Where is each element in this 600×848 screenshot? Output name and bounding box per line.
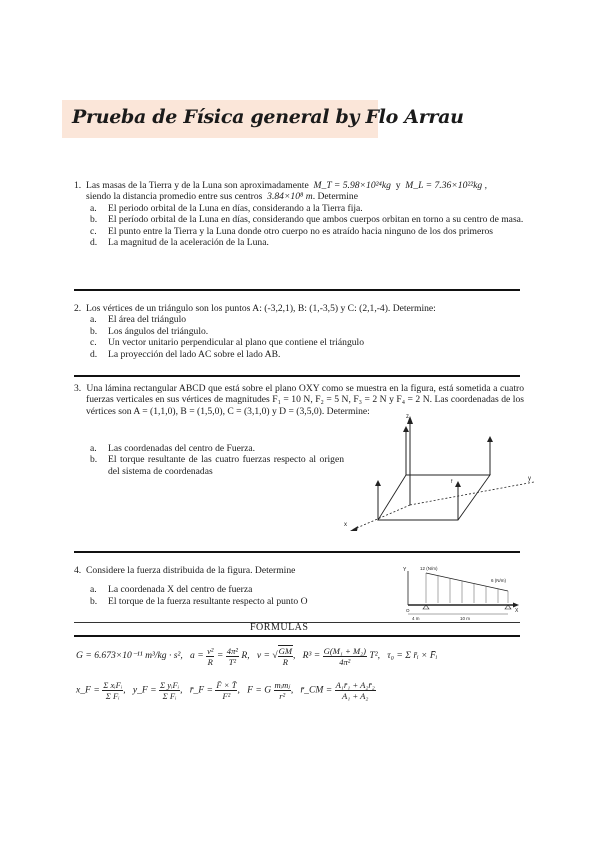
axis-label-x: x	[344, 522, 347, 528]
earth-moon-distance: 3.84×10⁸ m	[267, 191, 313, 203]
list-item: b. El torque resultante de las cuatro fuerzas respecto al origen del sistema de coordenadas	[90, 454, 344, 477]
formula-fraction: $\frac{\text{Σ yᵢFᵢ}}{\text{Σ Fᵢ}}$	[160, 680, 180, 701]
arrow-head	[403, 426, 409, 432]
question-2	[74, 303, 524, 360]
x-axis	[352, 505, 410, 530]
question-2-items	[74, 314, 524, 360]
formula-fraction: $\frac{F̄ \times T̄}{\text{F²}}$	[216, 680, 237, 701]
list-item: a. El periodo orbital de la Luna en días, considerando a la Tierra fija.	[90, 202, 363, 214]
list-item: a. La coordenada X del centro de fuerza	[90, 584, 253, 596]
sqrt-icon: √	[272, 650, 278, 662]
divider	[74, 551, 520, 553]
question-4	[74, 565, 404, 607]
arrow-head	[375, 480, 381, 486]
load-label-low: 6 (N/m)	[491, 578, 506, 583]
arrow-head	[455, 481, 461, 487]
list-item: c. El punto entre la Tierra y la Luna donde otro cuerpo no es atraído hacia ninguno de los dos primeros	[90, 225, 493, 237]
formula-fraction: $\frac{\text{G(M₁ + M₂)}}{\text{4π²}}$	[323, 645, 366, 667]
formula-fraction: $\frac{\text{4π²}}{\text{T²}}$	[226, 645, 238, 667]
divider	[74, 635, 520, 637]
force-label: f	[451, 479, 453, 485]
dimension-right: 10 m	[460, 616, 471, 621]
arrow-head	[513, 603, 519, 608]
moon-mass: M_L = 7.36×10²²kg ,	[405, 180, 487, 191]
question-1-intro: 1. Las masas de la Tierra y de la Luna son aproximadamente M_T = 5.98×10²⁴kg y M_L = 7.36×10²²kg ,	[74, 180, 487, 191]
y-axis	[410, 482, 534, 505]
page-title: Prueba de Física general by Flo Arrau	[72, 106, 464, 128]
formula-row-2: x_F = $\frac{\text{Σ xᵢFᵢ}}{\text{Σ Fᵢ}}$ , y_F = $\frac{\text{Σ yᵢFᵢ}}{\text{Σ Fᵢ}}$ , r̄_F = $\frac{F̄ \times T̄}{\text{F²}}$ , F = G $\frac{\text{mᵢmⱼ}}{\text{r²}}$ , r̄_CM = $\frac{\text{A₁r̄₁ + A₂r̄₂}}{\text{A₁ + A₂}}$	[76, 680, 375, 701]
question-3-items	[86, 443, 344, 477]
list-item: d. La proyección del lado AC sobre el lado AB.	[90, 348, 281, 360]
axis-label-y: y	[528, 476, 531, 482]
list-item: a. Las coordenadas del centro de Fuerza.	[90, 443, 256, 454]
list-item: c. Un vector unitario perpendicular al plano que contiene el triángulo	[90, 337, 365, 349]
list-item: a. El área del triángulo	[90, 314, 187, 326]
question-number: 1.	[74, 180, 82, 191]
axis-label-z: z	[406, 414, 409, 420]
question-1	[74, 180, 524, 248]
axis-label-y: Y	[403, 567, 407, 573]
origin-label: O	[406, 608, 410, 613]
question-number: 3.	[74, 383, 82, 394]
formula-fraction: $\frac{\text{mᵢmⱼ}}{\text{r²}}$	[274, 680, 290, 701]
list-item: b. Los ángulos del triángulo.	[90, 325, 209, 337]
plate	[378, 475, 490, 520]
divider	[74, 289, 520, 291]
question-3-intro: 3. Una lámina rectangular ABCD que está sobre el plano OXY como se muestra en la figura, está sometida a cuatro fuerzas verticales en sus vértices de magnitudes F₁ = 10 N, F₂ = 5 N, F₃ = 2 N y F₄ = 2 N. Las coordenadas de los vértices son A = (1,1,0), B = (1,5,0), C = (3,1,0) y D = (3,5,0). Determine:	[74, 383, 525, 417]
formula-fraction: $\frac{GM}{R}$	[278, 646, 293, 667]
question-2-intro: 2. Los vértices de un triángulo son los puntos A: (-3,2,1), B: (1,-3,5) y C: (2,1,-4). Determine:	[74, 303, 436, 314]
lamina-figure	[340, 410, 540, 535]
divider	[74, 375, 520, 377]
list-item: d. La magnitud de la aceleración de la Luna.	[90, 237, 269, 249]
arrow-head	[350, 526, 358, 531]
question-number: 4.	[74, 565, 82, 576]
formula-fraction: $\frac{\text{v²}}{R}$	[207, 645, 214, 667]
question-1-items	[74, 203, 524, 249]
list-item: b. El torque de la fuerza resultante respecto al punto O	[90, 595, 308, 607]
question-number: 2.	[74, 303, 82, 314]
dimension-left: 4 m	[412, 616, 420, 621]
load-label-high: 12 (N/m)	[420, 566, 438, 571]
formula-fraction: $\frac{\text{A₁r̄₁ + A₂r̄₂}}{\text{A₁ + A₂}}$	[335, 680, 375, 701]
axis-label-x: X	[515, 608, 519, 614]
formula-fraction: $\frac{\text{Σ xᵢFᵢ}}{\text{Σ Fᵢ}}$	[103, 680, 123, 701]
question-4-items	[74, 584, 404, 607]
formulas-heading: FORMULAS	[250, 622, 309, 633]
question-4-intro: 4. Considere la fuerza distribuida de la figura. Determine	[74, 565, 296, 576]
distributed-load-figure	[398, 563, 523, 623]
list-item: b. El período orbital de la Luna en días, considerando que ambos cuerpos orbitan en torno a su centro de masa.	[90, 214, 524, 226]
earth-mass: M_T = 5.98×10²⁴kg	[313, 180, 391, 191]
question-1-distance: siendo la distancia promedio entre sus centros 3.84×10⁸ m. Determine	[86, 191, 358, 203]
formula-gravitational-constant: G = 6.673×10⁻¹¹ m³/kg · s²,	[76, 650, 183, 662]
arrow-head	[487, 436, 493, 442]
formula-row-1: G = 6.673×10⁻¹¹ m³/kg · s², a = $\frac{\text{v²}}{R}$ = $\frac{\text{4π²}}{\text{T²}}$ R, v = √ $\frac{GM}{R}$ , R³ = $\frac{\text{G(M₁ + M₂)}}{\text{4π²}}$ T², τ₀ = Σ r̄ᵢ × F̄ᵢ	[76, 645, 438, 667]
formula-torque: τ₀ = Σ r̄ᵢ × F̄ᵢ	[387, 650, 438, 662]
